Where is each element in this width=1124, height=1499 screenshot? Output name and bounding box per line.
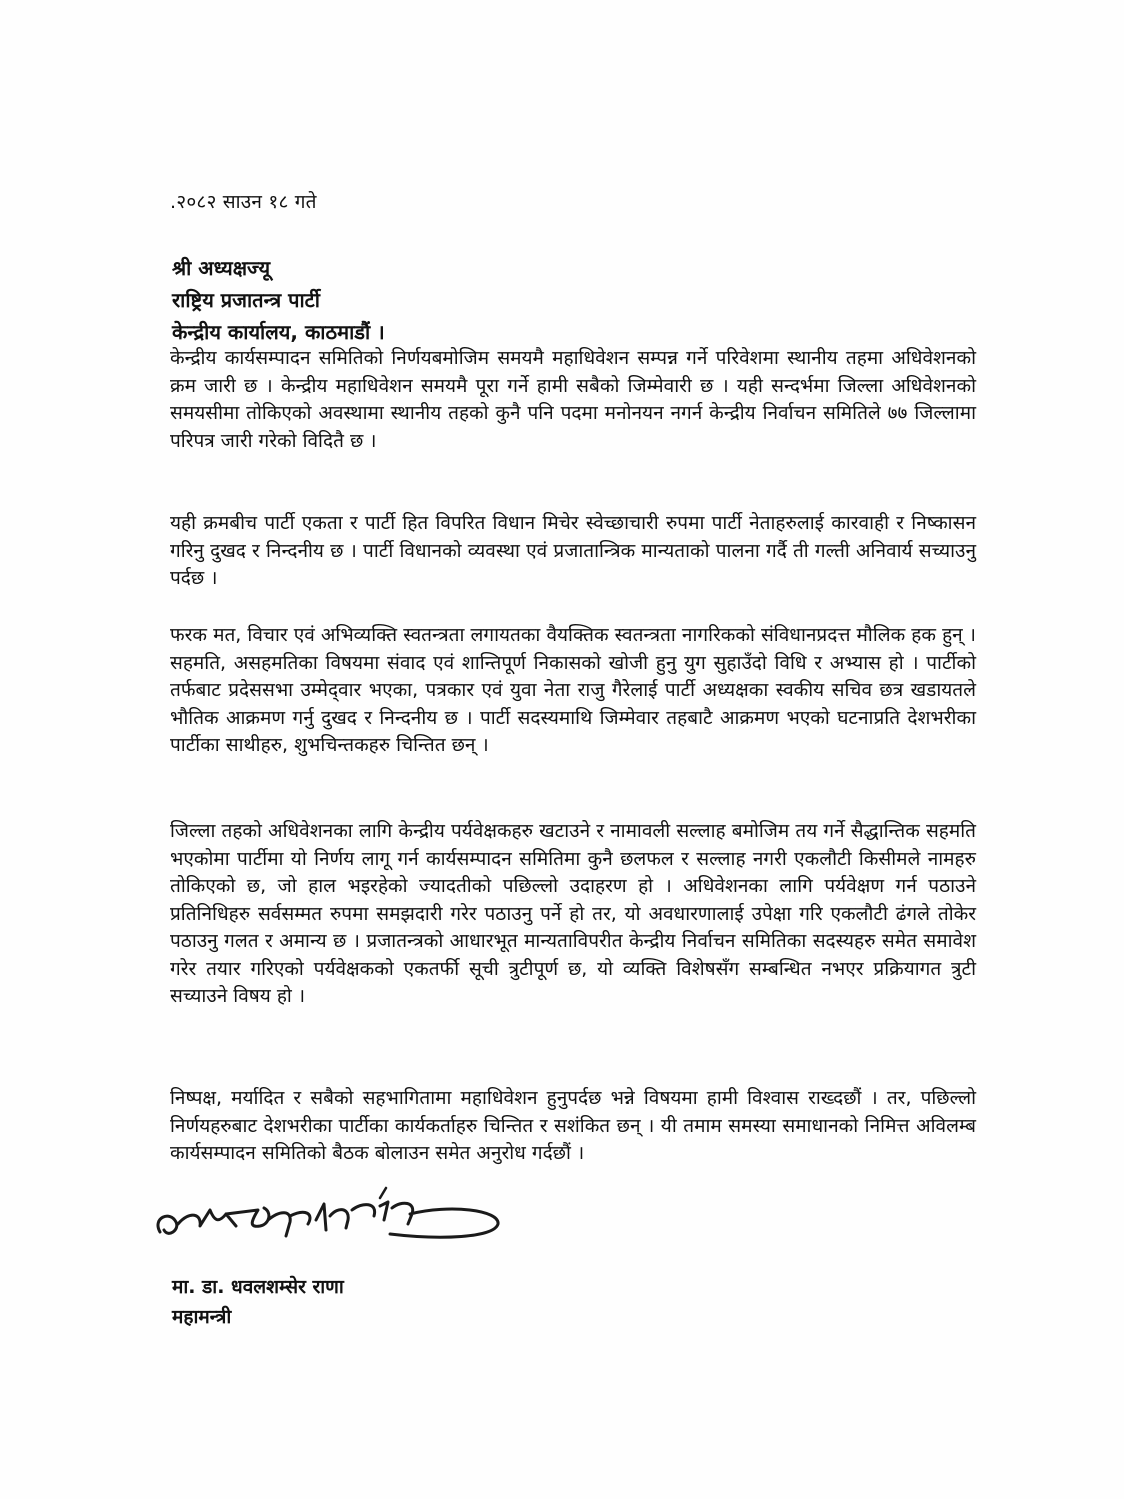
recipient-address <box>172 252 385 348</box>
recipient-line-2: राष्ट्रिय प्रजातन्त्र पार्टी <box>172 288 320 312</box>
body-paragraph-1: केन्द्रीय कार्यसम्पादन समितिको निर्णयबमोजिम समयमै महाधिवेशन सम्पन्न गर्ने परिवेशमा स्थानीय तहमा अधिवेशनको क्रम जारी छ । केन्द्रीय महाधिवेशन समयमै पूरा गर्ने हामी सबैको जिम्मेवारी छ । यही सन्दर्भमा जिल्ला अधिवेशनको समयसीमा तोकिएको अवस्थामा स्थानीय तहको कुनै पनि पदमा मनोनयन नगर्न केन्द्रीय निर्वाचन समितिले ७७ जिल्लामा परिपत्र जारी गरेको विदितै छ । <box>170 347 976 452</box>
body-paragraph-4: जिल्ला तहको अधिवेशनका लागि केन्द्रीय पर्यवेक्षकहरु खटाउने र नामावली सल्लाह बमोजिम तय गर्ने सैद्धान्तिक सहमति भएकोमा पार्टीमा यो निर्णय लागू गर्न कार्यसम्पादन समितिमा कुनै छलफल र सल्लाह नगरी एकलौटी किसीमले नामहरु तोकिएको छ, जो हाल भइरहेको ज्यादतीको पछिल्लो उदाहरण हो । अधिवेशनका लागि पर्यवेक्षण गर्न पठाउने प्रतिनिधिहरु सर्वसम्मत रुपमा समझदारी गरेर पठाउनु पर्ने हो तर, यो अवधारणालाई उपेक्षा गरि एकलौटी ढंगले तोकेर पठाउनु गलत र अमान्य छ । प्रजातन्त्रको आधारभूत मान्यताविपरीत केन्द्रीय निर्वाचन समितिका सदस्यहरु समेत समावेश गरेर तयार गरिएको पर्यवेक्षकको एकतर्फी सूची त्रुटीपूर्ण छ, यो व्यक्ति विशेषसँग सम्बन्धित नभएर प्रक्रियागत त्रुटी सच्याउने विषय हो । <box>170 820 976 1007</box>
handwritten-signature <box>140 1180 520 1260</box>
body-paragraph-3: फरक मत, विचार एवं अभिव्यक्ति स्वतन्त्रता लगायतका वैयक्तिक स्वतन्त्रता नागरिकको संविधानप्रदत्त मौलिक हक हुन् । सहमति, असहमतिका विषयमा संवाद एवं शान्तिपूर्ण निकासको खोजी हुनु युग सुहाउँदो विधि र अभ्यास हो । पार्टीको तर्फबाट प्रदेससभा उम्मेद्‌वार भएका, पत्रकार एवं युवा नेता राजु गैरेलाई पार्टी अध्यक्षका स्वकीय सचिव छत्र खडायतले भौतिक आक्रमण गर्नु दुखद र निन्दनीय छ । पार्टी सदस्यमाथि जिम्मेवार तहबाटै आक्रमण भएको घटनाप्रति देशभरीका पार्टीका साथीहरु, शुभचिन्तकहरु चिन्तित छन् । <box>170 624 976 756</box>
signatory-name: मा. डा. धवलशम्सेर राणा <box>172 1276 344 1298</box>
body-paragraph-2: यही क्रमबीच पार्टी एकता र पार्टी हित विपरित विधान मिचेर स्वेच्छाचारी रुपमा पार्टी नेताहरुलाई कारवाही र निष्कासन गरिनु दुखद र निन्दनीय छ । पार्टी विधानको व्यवस्था एवं प्रजातान्त्रिक मान्यताको पालना गर्दै ती गल्ती अनिवार्य सच्याउनु पर्दछ । <box>170 512 976 589</box>
signatory-title: महामन्त्री <box>172 1306 232 1328</box>
recipient-line-1: श्री अध्यक्षज्यू <box>172 256 271 280</box>
letter-date: .२०८२ साउन १८ गते <box>170 191 317 213</box>
signatory-block <box>172 1272 344 1332</box>
body-paragraph-5: निष्पक्ष, मर्यादित र सबैको सहभागितामा महाधिवेशन हुनुपर्दछ भन्ने विषयमा हामी विश्वास राख्दछौं । तर, पछिल्लो निर्णयहरुबाट देशभरीका पार्टीका कार्यकर्ताहरु चिन्तित र सशंकित छन् । यी तमाम समस्या समाधानको निमित्त अविलम्ब कार्यसम्पादन समितिको बैठक बोलाउन समेत अनुरोध गर्दछौं । <box>170 1087 976 1164</box>
recipient-line-3: केन्द्रीय कार्यालय, काठमाडौं । <box>172 320 385 344</box>
